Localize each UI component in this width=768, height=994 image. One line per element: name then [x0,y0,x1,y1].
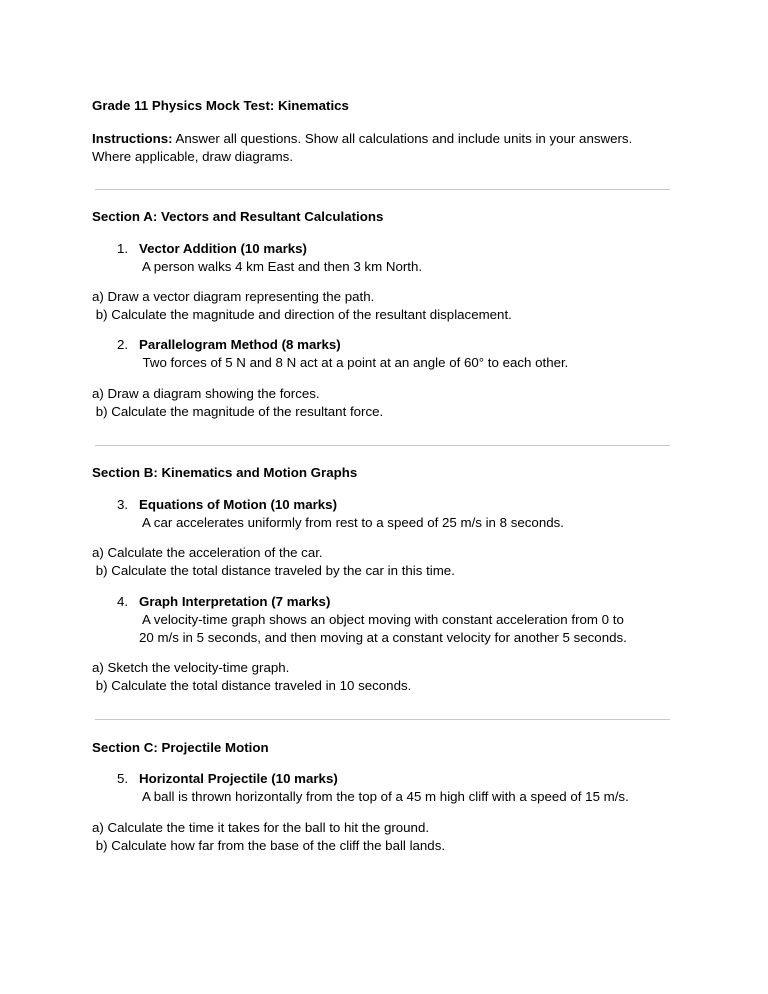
question-part: a) Draw a diagram showing the forces. [92,386,320,401]
instructions [92,131,632,147]
question-part: b) Calculate the total distance traveled by the car in this time. [92,563,455,578]
question-number: 5. [117,771,129,786]
question-part: a) Calculate the time it takes for the ball to hit the ground. [92,820,430,835]
question-number: 4. [117,594,129,609]
question-part: b) Calculate the magnitude of the resultant force. [92,404,384,419]
question-body: A ball is thrown horizontally from the top of a 45 m high cliff with a speed of 15 m/s. [139,789,629,804]
section-heading: Section B: Kinematics and Motion Graphs [92,465,358,480]
question-body: 20 m/s in 5 seconds, and then moving at a constant velocity for another 5 seconds. [139,630,627,645]
question-part: a) Calculate the acceleration of the car. [92,545,323,560]
section-heading: Section C: Projectile Motion [92,740,269,755]
divider [95,445,670,446]
question-title: Equations of Motion (10 marks) [139,497,337,512]
instructions-line2: Where applicable, draw diagrams. [92,149,294,164]
divider [95,189,670,190]
question-number: 1. [117,241,129,256]
divider [95,719,670,720]
question-title: Parallelogram Method (8 marks) [139,337,341,352]
question-number: 3. [117,497,129,512]
instructions-text: Answer all questions. Show all calculations and include units in your answers. [172,131,633,146]
question-title: Graph Interpretation (7 marks) [139,594,331,609]
question-body: A person walks 4 km East and then 3 km North. [139,259,423,274]
question-part: a) Draw a vector diagram representing the path. [92,289,375,304]
question-body: A velocity-time graph shows an object moving with constant acceleration from 0 to [139,612,624,627]
page-title: Grade 11 Physics Mock Test: Kinematics [92,98,349,113]
question-title: Horizontal Projectile (10 marks) [139,771,338,786]
question-part: b) Calculate how far from the base of the cliff the ball lands. [92,838,446,853]
question-number: 2. [117,337,129,352]
question-part: b) Calculate the magnitude and direction of the resultant displacement. [92,307,512,322]
question-body: Two forces of 5 N and 8 N act at a point at an angle of 60° to each other. [139,355,569,370]
question-body: A car accelerates uniformly from rest to a speed of 25 m/s in 8 seconds. [139,515,564,530]
instructions-label: Instructions: [92,131,173,146]
question-part: b) Calculate the total distance traveled in 10 seconds. [92,678,412,693]
section-heading: Section A: Vectors and Resultant Calculations [92,209,384,224]
question-part: a) Sketch the velocity-time graph. [92,660,290,675]
question-title: Vector Addition (10 marks) [139,241,307,256]
